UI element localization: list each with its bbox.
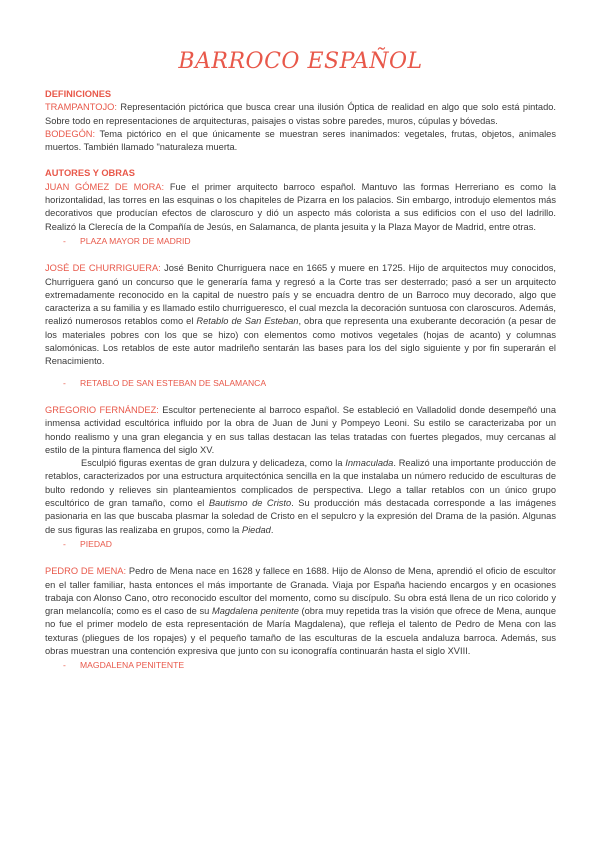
definitions-heading: DEFINICIONES	[45, 89, 112, 99]
mora-text: Fue el primer arquitecto barroco español. Mantuvo las formas Herreriano es como la horizontalidad, las torres en las esquinas o los chapiteles de Pizarra en los palacios. Sin embargo, introdujo elementos más decorativos que producían efectos de claroscuro y dió un aspecto más colorista a sus edificios con el uso del ladrillo. Realizó la Clerecía de la Compañía de Jesús, en Salamanca, de planta jesuita y la Plaza Mayor de Madrid, entre otras.	[45, 181, 556, 232]
fernandez-text-2b: . Realizó una importante producción de retablos, caracterizados por una estructura arquitectónica sencilla en la que instalaba un número reducido de esculturas de bulto redondo y relieves sin planteamientos complicados de perspectiva. Llego a tallar retablos con un único grupo escultórico de gran tamaño, como el	[45, 458, 556, 509]
mora-label: JUAN GÓMEZ DE MORA:	[45, 181, 165, 192]
churriguera-italic: Retablo de San Esteban	[196, 316, 299, 327]
page-title: BARROCO ESPAÑOL	[178, 49, 423, 74]
fernandez-label: GREGORIO FERNÁNDEZ:	[45, 404, 159, 415]
fernandez-paragraph-2	[45, 457, 556, 537]
mora-paragraph	[45, 181, 556, 234]
fernandez-text-2d: .	[270, 524, 274, 535]
document-page	[45, 50, 556, 674]
fernandez-italic-1: Inmaculada	[345, 458, 394, 469]
bodegon-paragraph	[45, 128, 556, 155]
mora-work: PLAZA MAYOR DE MADRID	[80, 235, 191, 246]
dash-bullet: -	[63, 235, 66, 246]
fernandez-text-2c: . Su producción más destacada corresponde a las imágenes pasionaria en las que buscaba plasmar la soledad de Cristo en el sepulcro y la expresión del Drama de la pasión. Algunas de sus figuras las realizaba en grupos, como la	[45, 498, 556, 535]
trampantojo-label: TRAMPANTOJO:	[45, 102, 117, 113]
churriguera-work: RETABLO DE SAN ESTEBAN DE SALAMANCA	[80, 377, 267, 388]
mena-work-item	[45, 659, 556, 672]
churriguera-label: JOSÉ DE CHURRIGUERA:	[45, 263, 161, 274]
mora-work-item	[45, 235, 556, 248]
mena-label: PEDRO DE MENA:	[45, 566, 127, 577]
trampantojo-paragraph	[45, 101, 556, 128]
fernandez-text-1: Escultor perteneciente al barroco español. Se estableció en Valladolid donde desempeñó una inmensa actividad escultórica influido por la obra de Juan de Juni y Pompeyo Leoni. Su estilo se caracterizaba por un hondo realismo y una gran elegancia y en sus tallas destacan las telas tratadas con fuertes plegados, muy cercanas al estilo de la pintura flamenca del siglo XV.	[45, 404, 556, 455]
bodegon-text: Tema pictórico en el que únicamente se muestran seres inanimados: vegetales, frutas, objetos, animales muertos. También llamado "naturaleza muerta.	[45, 128, 556, 153]
churriguera-paragraph	[45, 262, 556, 368]
mena-text-1: Pedro de Mena nace en 1628 y fallece en 1688. Hijo de Alonso de Mena, aprendió el oficio de escultor en el taller familiar, hasta entonces el más importante de Granada. Viaja por España haciendo encargos y en ocasiones trabaja con Alonso Cano, otro reconocido escultor del momento, como su discípulo. Su obra está llena de un rico colorido y gran melancolía; como es el caso de su	[45, 566, 556, 617]
dash-bullet: -	[63, 538, 66, 549]
fernandez-text-2a: Esculpió figuras exentas de gran dulzura y delicadeza, como la	[81, 458, 346, 469]
fernandez-italic-3: Piedad	[241, 524, 271, 535]
bodegon-label: BODEGÓN:	[45, 128, 96, 139]
fernandez-paragraph-1	[45, 404, 556, 457]
dash-bullet: -	[63, 660, 66, 671]
churriguera-text-2: , obra que representa una exuberante decoración (a pesar de los materiales pobres con los que se hizo) con elementos como motivos vegetales (hojas de acanto) y columnas salomónicas. Los retablos de este autor madrileño sentarán las bases para los del siglo siguiente y por fin superarán el Renacimiento.	[45, 316, 556, 367]
fernandez-work-item	[45, 538, 556, 551]
churriguera-text-1: José Benito Churriguera nace en 1665 y muere en 1725. Hijo de arquitectos muy conocidos, Churriguera ganó un concurso que le generaría fama y regresó a la Corte tras ser desterrado; pasó a ser un arquitecto extremadamente reconocido en la capital de nuestro país y se encuadra dentro de un Barroco muy decorado, algo que caracteriza a su familia y es llamado estilo churrigueresco, el cual mezcla la decoración suntuosa con claroscuros. Además, realizó numerosos retablos como el	[45, 263, 556, 327]
trampantojo-text: Representación pictórica que busca crear una ilusión Óptica de realidad en algo que solo está pintado. Sobre todo en representaciones de arquitecturas, paisajes o vistas sobre paredes, muros, cúpulas y bóvedas.	[45, 102, 556, 126]
mena-paragraph	[45, 565, 556, 658]
mena-italic: Magdalena penitente	[211, 606, 299, 617]
fernandez-italic-2: Bautismo de Cristo	[208, 498, 292, 509]
mena-work: MAGDALENA PENITENTE	[80, 660, 185, 671]
dash-bullet: -	[63, 377, 66, 388]
fernandez-work: PIEDAD	[80, 538, 112, 549]
churriguera-work-item	[45, 377, 556, 390]
authors-heading: AUTORES Y OBRAS	[45, 168, 135, 179]
mena-text-2: (obra muy repetida tras la visión que ofrece de Mena, aunque no fue el primer modelo de esta representación de María Magdalena), que refleja el talento de Pedro de Mena con las texturas (pliegues de los ropajes) y el pequeño tamaño de las esculturas de la escuela andaluza barroca. Además, sus obras muestran una contención expresiva que junto con su iconografía continuarán hasta el siglo XVIII.	[45, 606, 556, 656]
